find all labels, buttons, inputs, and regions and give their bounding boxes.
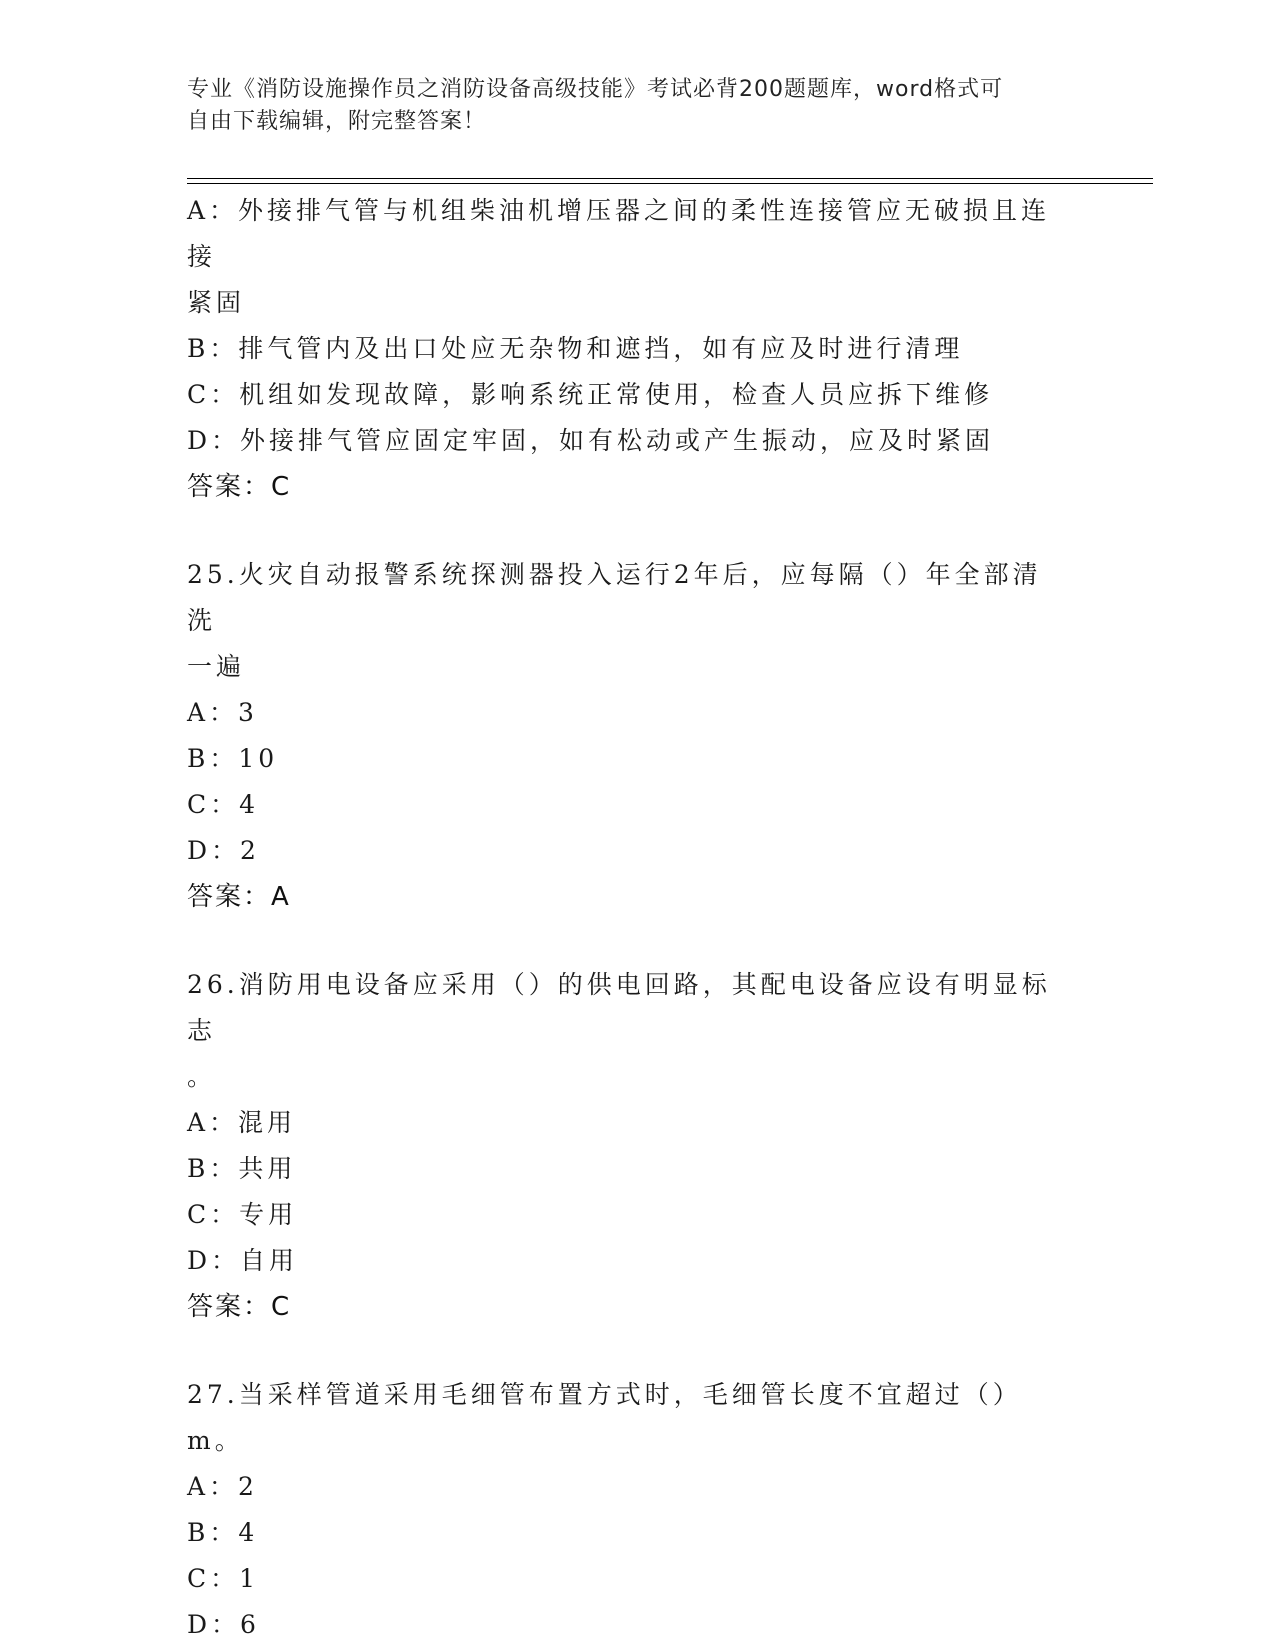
option-a: A：3 [187,698,258,727]
option-c: C：1 [187,1564,260,1593]
header-divider-bottom [187,183,1153,184]
option-a: A：外接排气管与机组柴油机增压器之间的柔性连接管应无破损且连接 [187,196,1051,271]
option-b: B：排气管内及出口处应无杂物和遮挡，如有应及时进行清理 [187,334,964,363]
option-d: D：自用 [187,1246,299,1275]
spacer [187,1330,1067,1372]
question-stem-continuation: 。 [187,1062,217,1091]
option-a: A：2 [187,1472,258,1501]
question-25 [187,552,1067,920]
header-divider-top [187,178,1153,179]
spacer [187,510,1067,552]
option-c: C：机组如发现故障，影响系统正常使用，检查人员应拆下维修 [187,380,994,409]
option-b: B：10 [187,744,279,773]
spacer [187,920,1067,962]
question-stem: 26.消防用电设备应采用（）的供电回路，其配电设备应设有明显标志 [187,970,1051,1045]
question-stem-continuation: 一遍 [187,652,246,681]
question-27 [187,1372,1067,1648]
option-d: D：6 [187,1610,260,1639]
question-stem: 27.当采样管道采用毛细管布置方式时，毛细管长度不宜超过（）m。 [187,1380,1022,1455]
document-header [187,74,1067,138]
question-content [187,188,1067,1648]
option-b: B：4 [187,1518,259,1547]
option-a-continuation: 紧固 [187,288,246,317]
option-d: D：2 [187,836,260,865]
option-a: A：混用 [187,1108,297,1137]
answer-label: 答案：A [187,882,291,912]
option-b: B：共用 [187,1154,297,1183]
prev-question-block [187,188,1067,510]
question-stem: 25.火灾自动报警系统探测器投入运行2年后，应每隔（）年全部清洗 [187,560,1042,635]
answer-label: 答案：C [187,1292,292,1322]
question-26 [187,962,1067,1330]
option-d: D：外接排气管应固定牢固，如有松动或产生振动，应及时紧固 [187,426,995,455]
header-title-line-2: 自由下载编辑，附完整答案！ [187,109,487,134]
option-c: C：专用 [187,1200,298,1229]
option-c: C：4 [187,790,260,819]
answer-label: 答案：C [187,472,292,502]
header-title-line-1: 专业《消防设施操作员之消防设备高级技能》考试必背200题题库，word格式可 [187,77,1004,102]
